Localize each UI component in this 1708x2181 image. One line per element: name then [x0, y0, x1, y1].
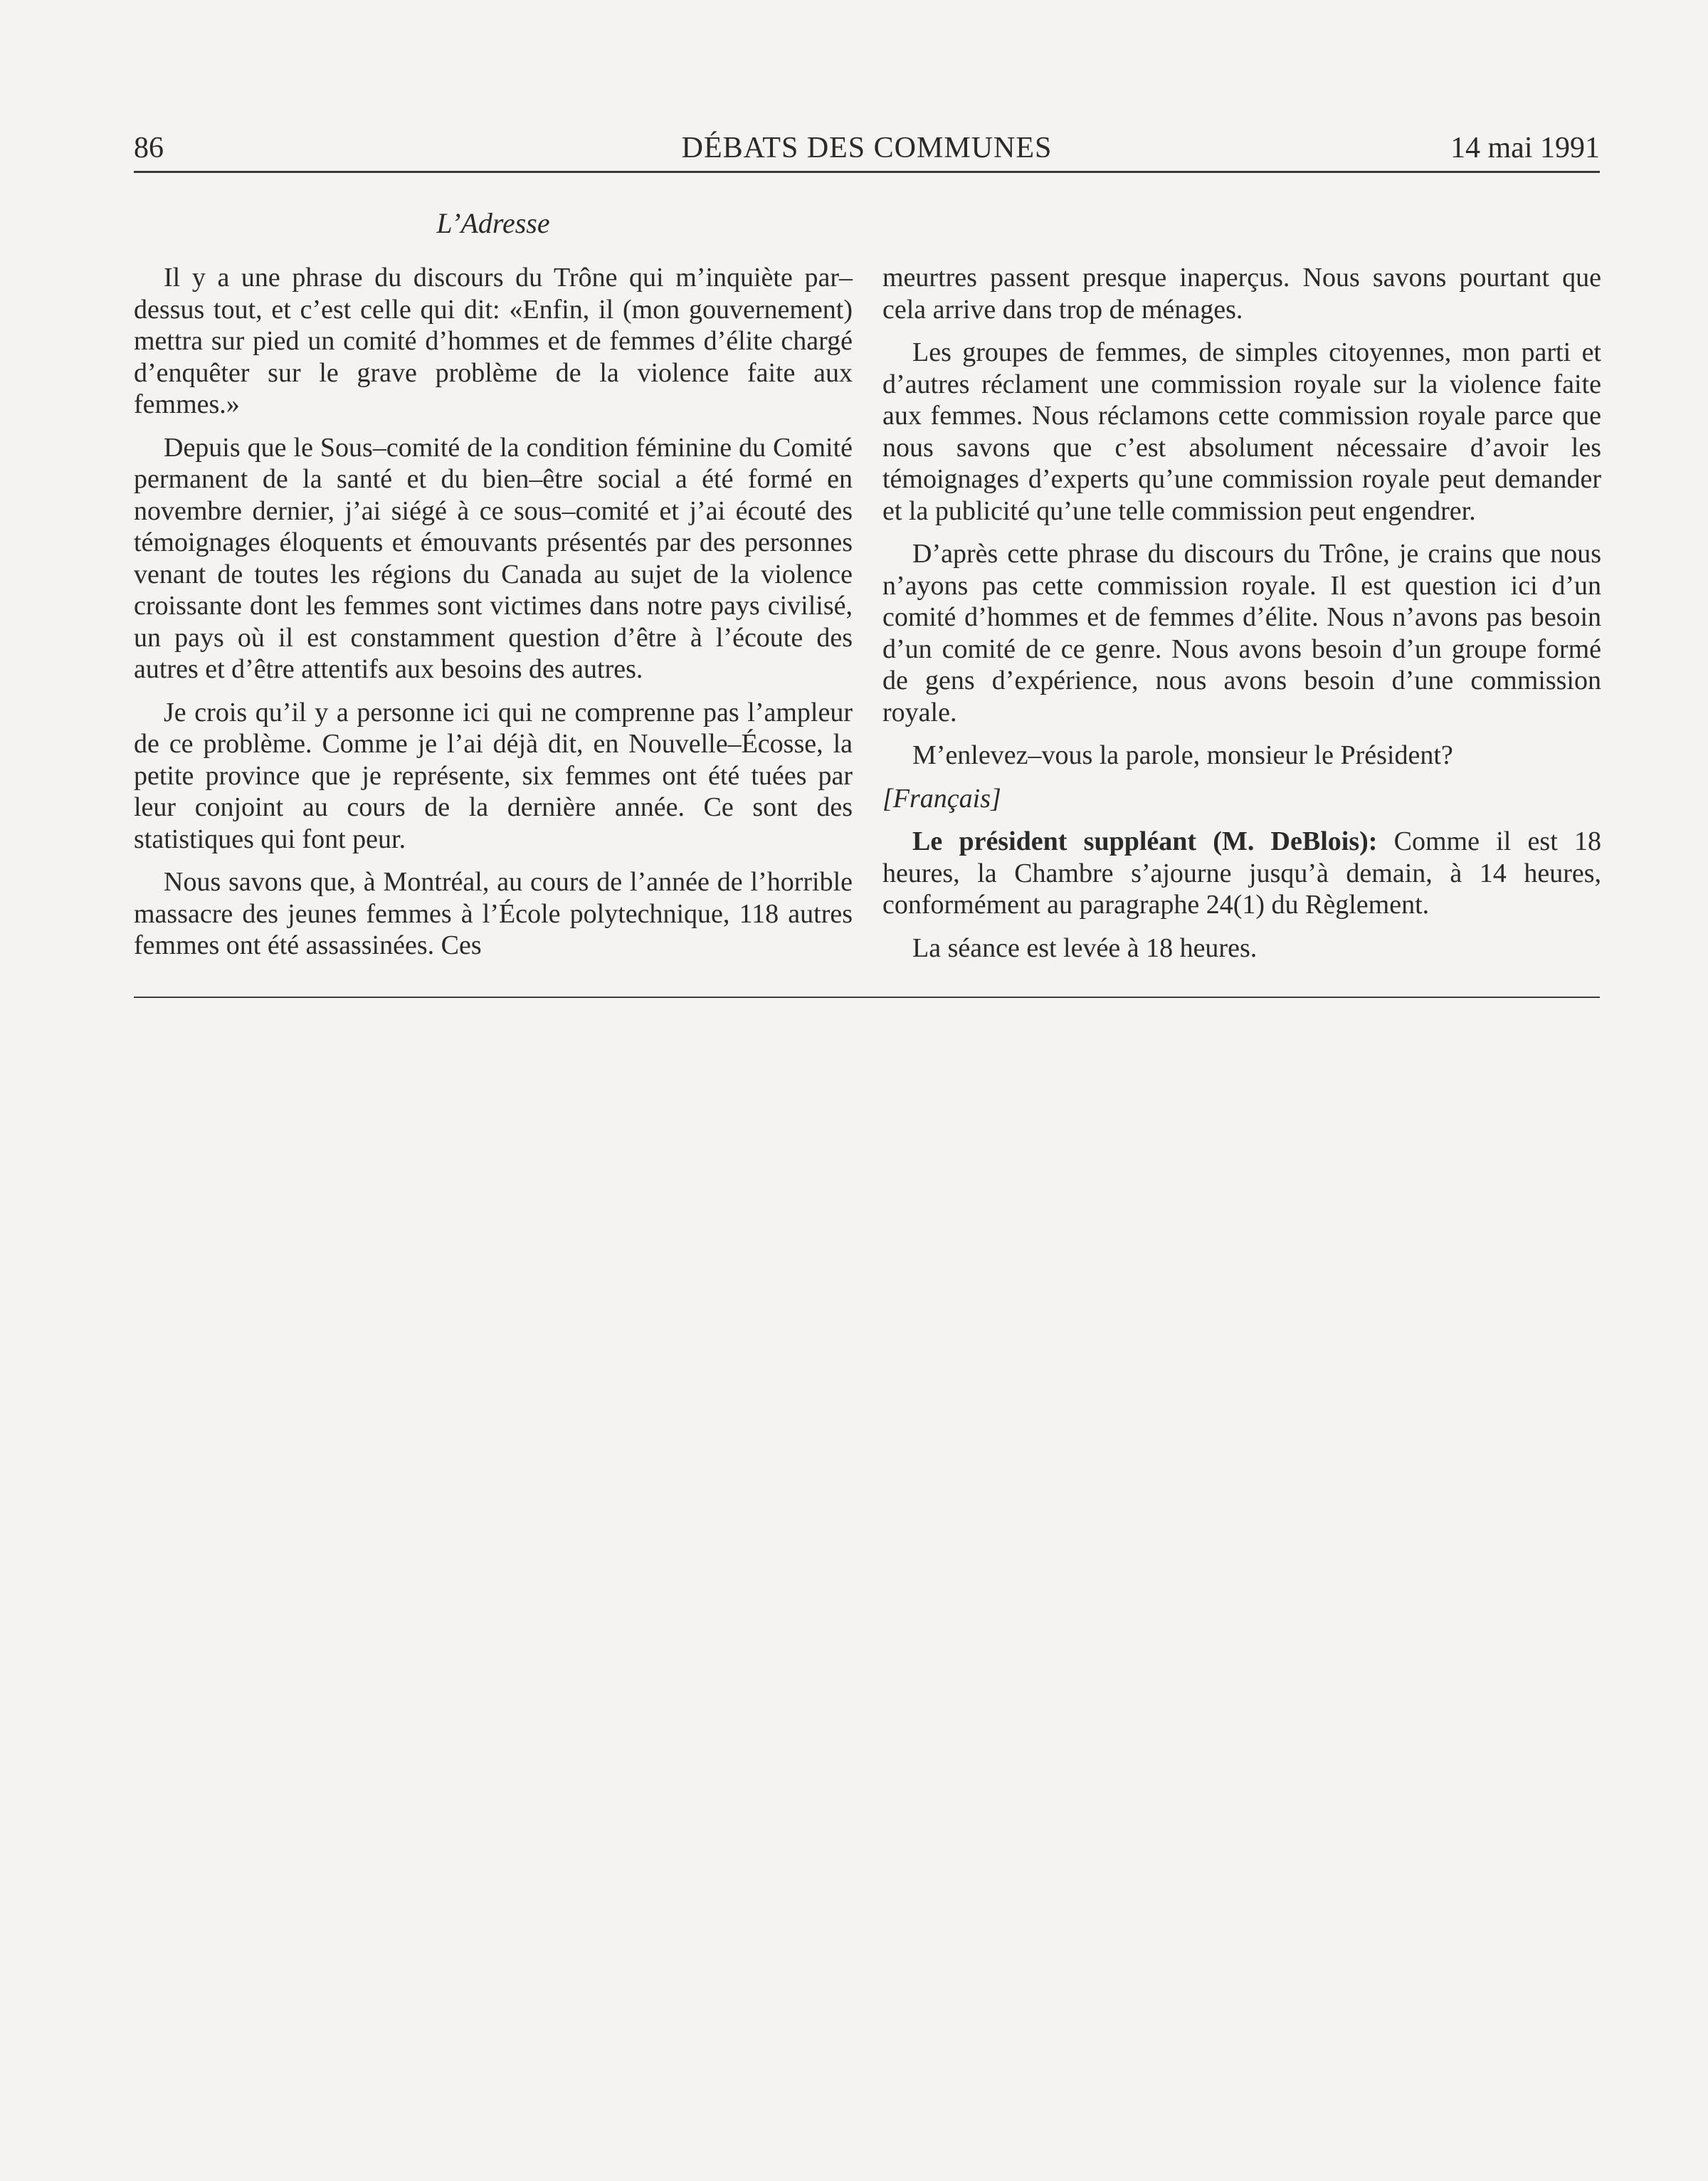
language-label: [Français] — [882, 783, 1001, 814]
paragraph: M’enlevez–vous la parole, monsieur le Président? — [912, 740, 1453, 770]
header-rule — [134, 171, 1600, 173]
paragraph: Les groupes de femmes, de simples citoyennes, mon parti et d’autres réclament une commission royale sur la violence faite aux femmes. Nous réclamons cette commission royale parce que nous savons que c’est absolument nécessaire d’avoir les témoignages d’experts qu’une commission royale peut demander et la publicité qu’une telle commission peut engendrer. — [882, 337, 1601, 526]
paragraph: meurtres passent presque inaperçus. Nous savons pourtant que cela arrive dans trop de ménages. — [882, 263, 1601, 325]
speaker-name: Le président suppléant (M. DeBlois): — [912, 826, 1378, 856]
page-number: 86 — [134, 132, 164, 164]
paragraph: Il y a une phrase du discours du Trône qui m’inquiète par–dessus tout, et c’est celle qui dit: «Enfin, il (mon gouvernement) mettra sur pied un comité d’hommes et de femmes d’élite chargé d’enquêter sur le grave problème de la violence faite aux femmes.» — [134, 263, 853, 419]
speaker-paragraph — [882, 826, 1601, 921]
paragraph: Nous savons que, à Montréal, au cours de l’année de l’horrible massacre des jeunes femmes à l’École polytechnique, 118 autres femmes ont été assassinées. Ces — [134, 867, 853, 960]
paragraph: D’après cette phrase du discours du Trône, je crains que nous n’ayons pas cette commission royale. Il est question ici d’un comité d’hommes et de femmes d’élite. Nous n’avons pas besoin d’un comité de ce genre. Nous avons besoin d’un groupe formé de gens d’expérience, nous avons besoin d’une commission royale. — [882, 539, 1601, 727]
paragraph: La séance est levée à 18 heures. — [912, 932, 1258, 963]
publication-title: DÉBATS DES COMMUNES — [681, 132, 1053, 164]
paragraph: Je crois qu’il y a personne ici qui ne comprenne pas l’ampleur de ce problème. Comme je l’ai déjà dit, en Nouvelle–Écosse, la petite province que je représente, six femmes ont été tuées par leur conjoint au cours de la dernière année. Ce sont des statistiques qui font peur. — [134, 697, 853, 854]
publication-date: 14 mai 1991 — [1450, 132, 1600, 164]
paragraph: Depuis que le Sous–comité de la condition féminine du Comité permanent de la santé et du bien–être social a été formé en novembre dernier, j’ai siégé à ce sous–comité et j’ai écouté des témoignages éloquents et émouvants présentés par des personnes venant de toutes les régions du Canada au sujet de la violence croissante dont les femmes sont victimes dans notre pays civilisé, un pays où il est constamment question d’être à l’écoute des autres et d’être attentifs aux besoins des autres. — [134, 432, 853, 684]
page-header — [134, 127, 1600, 169]
footer-rule — [134, 997, 1600, 998]
section-title: L’Adresse — [436, 207, 550, 239]
left-column — [134, 262, 853, 973]
right-column — [882, 262, 1601, 975]
speaker-text: Comme il est 18 heures, la Chambre s’ajourne jusqu’à demain, à 14 heures, conformément au paragraphe 24(1) du Règlement. — [882, 826, 1601, 920]
